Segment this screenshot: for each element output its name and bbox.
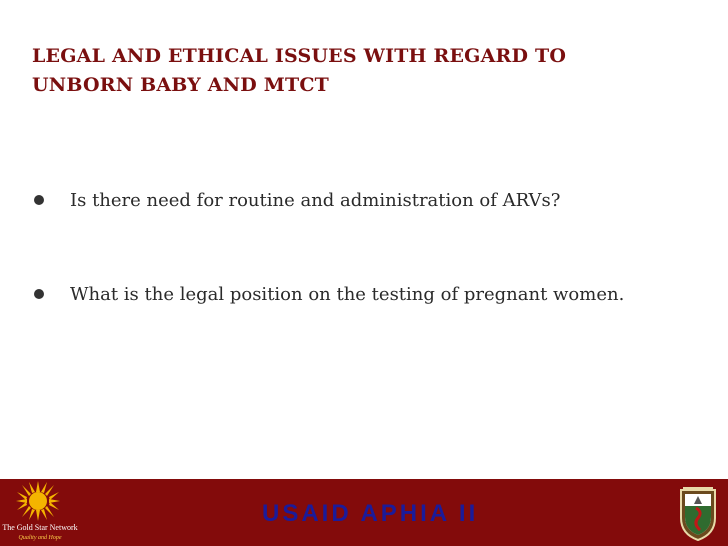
logo-tagline: Quality and Hope (18, 535, 62, 541)
slide-title-line-1: LEGAL AND ETHICAL ISSUES WITH REGARD TO (32, 45, 567, 67)
bullet-text: Is there need for routine and administration of ARVs? (70, 190, 561, 211)
bullet-item (30, 280, 680, 309)
crest-icon (678, 486, 718, 542)
bullet-text: What is the legal position on the testing of pregnant women. (70, 284, 625, 305)
logo-name: The Gold Star Network (2, 523, 78, 532)
bullet-dot-icon (34, 289, 44, 299)
bullet-list (30, 186, 680, 309)
slide-title (32, 42, 692, 100)
footer-bar (0, 479, 728, 546)
slide-title-line-2: UNBORN BABY AND MTCT (32, 74, 330, 96)
gold-star-network-logo (0, 479, 80, 546)
bullet-item (30, 186, 680, 215)
sun-icon (16, 481, 60, 521)
bullet-dot-icon (34, 195, 44, 205)
footer-label: USAID APHIA II (262, 500, 479, 527)
